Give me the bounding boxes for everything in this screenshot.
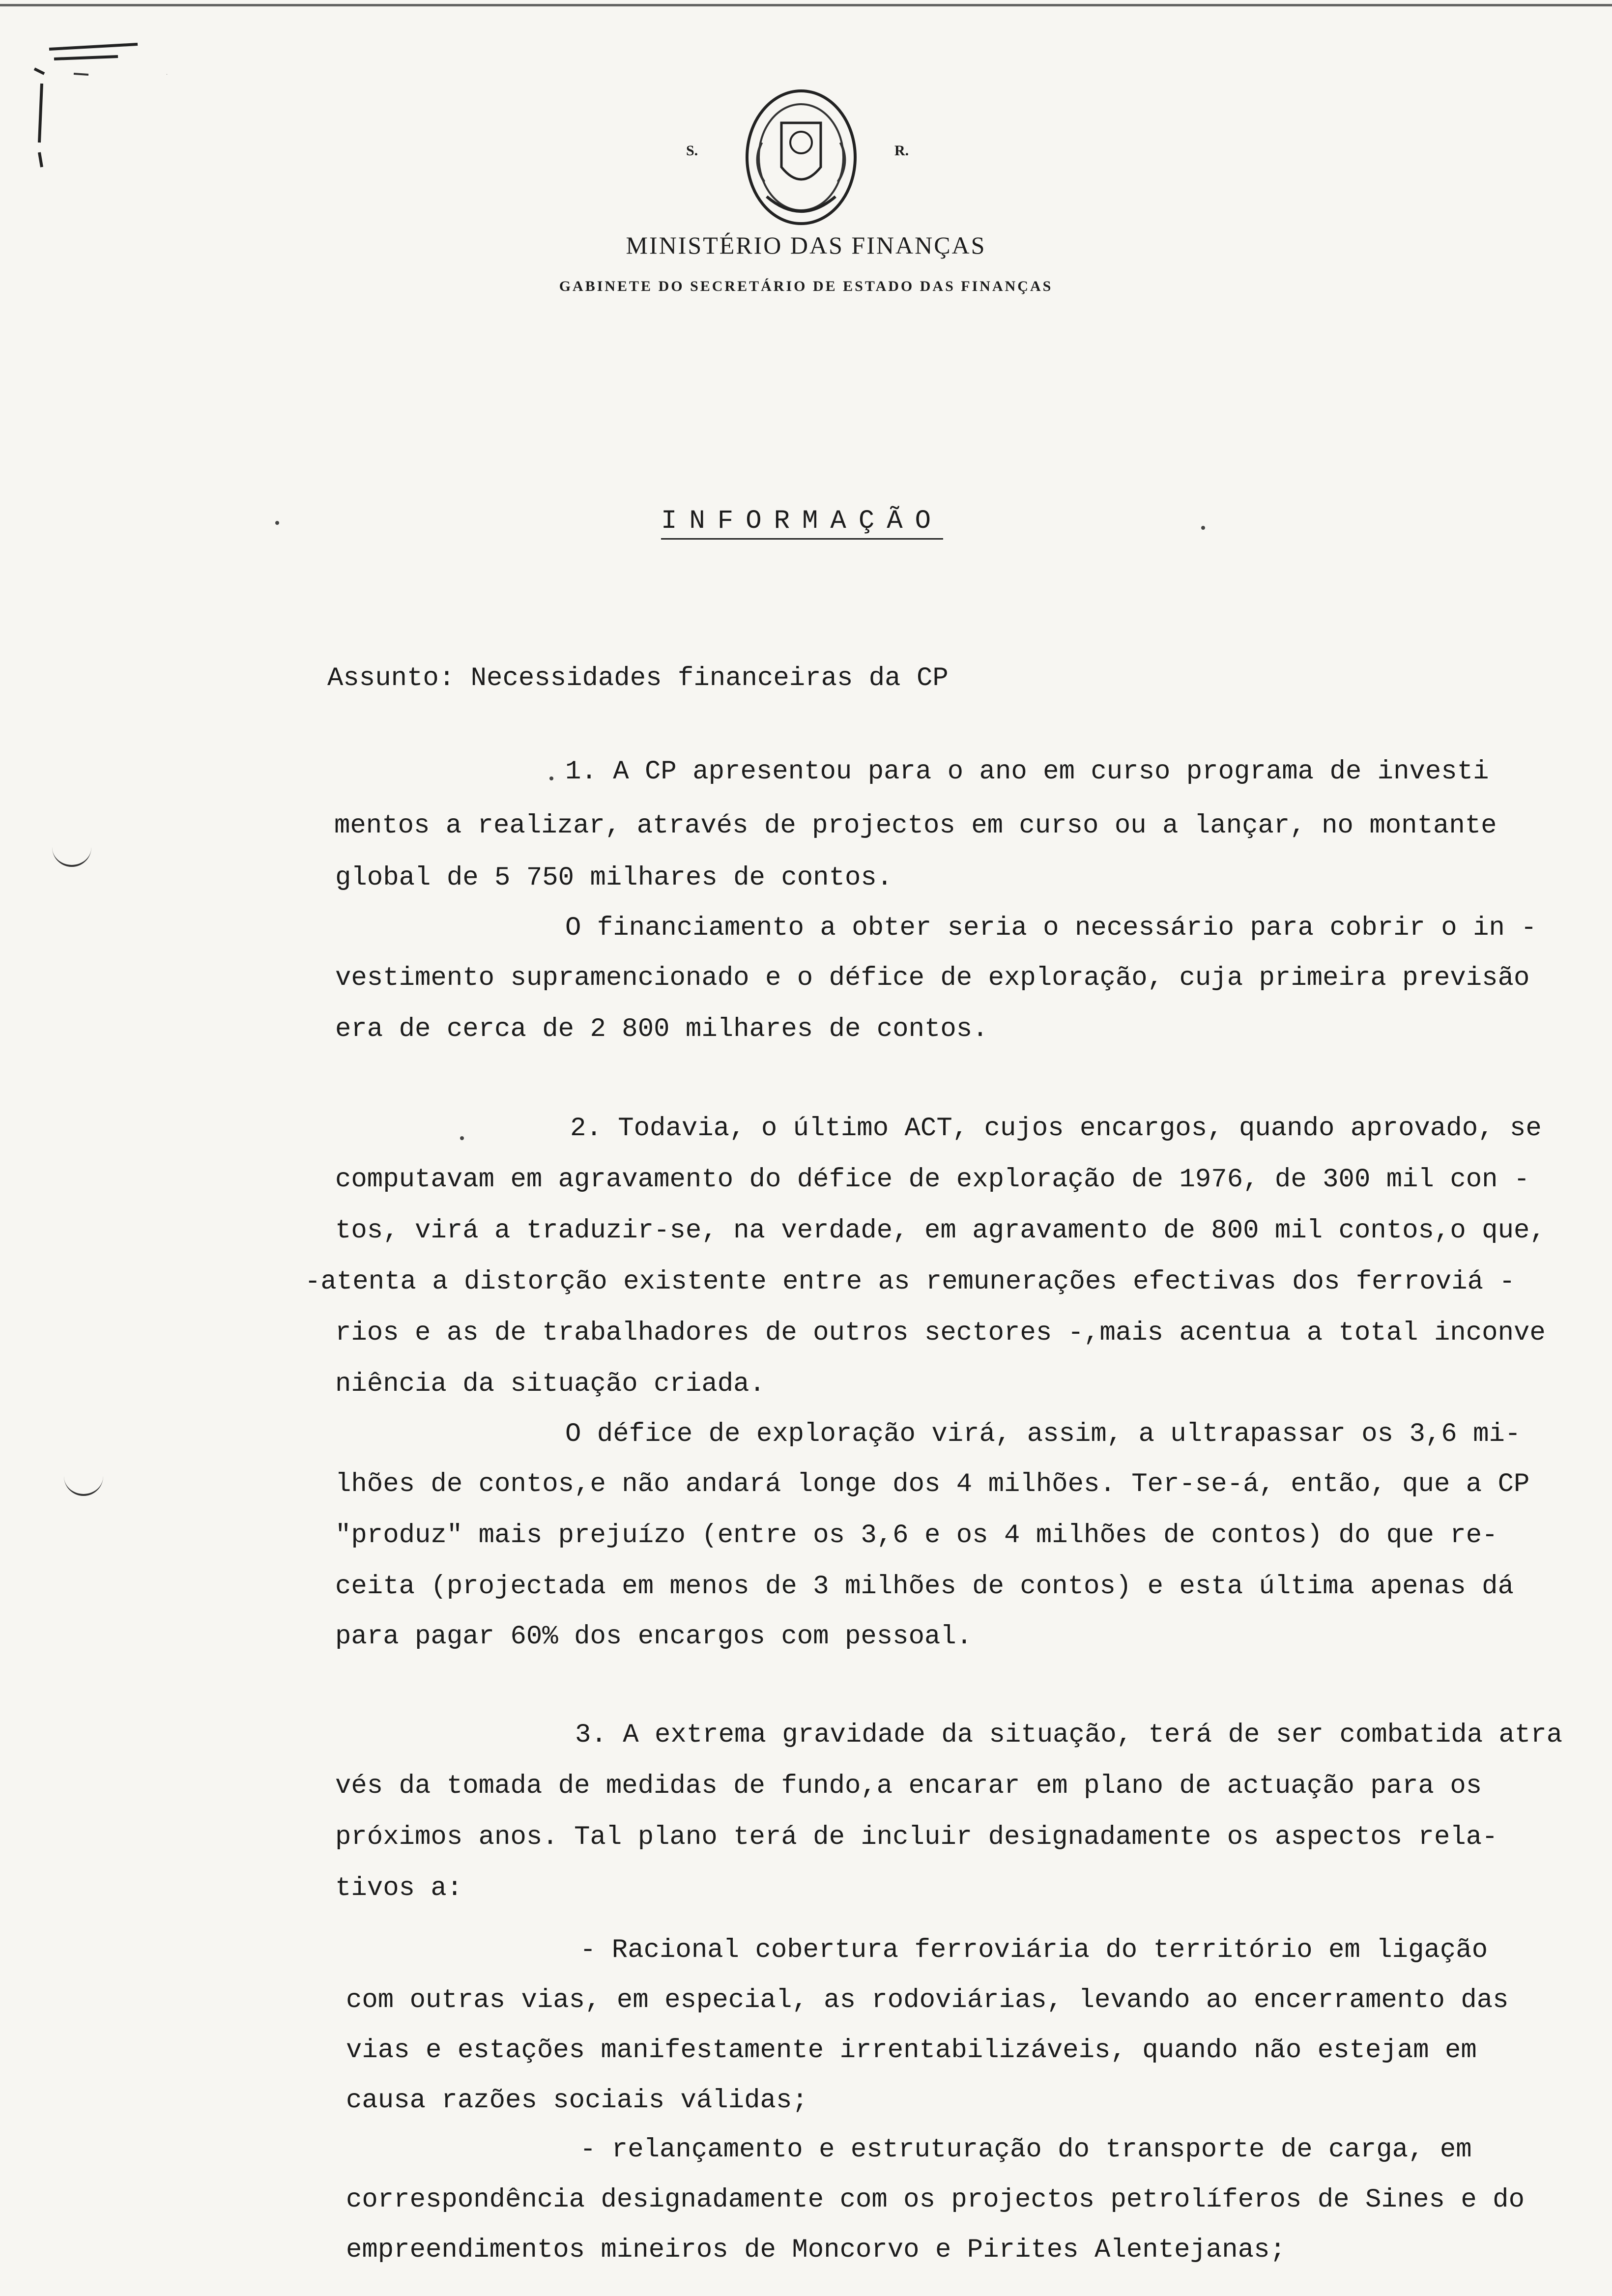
seal-letter-right: R. [894,143,909,159]
margin-mark [52,845,91,867]
text-line: O défice de exploração virá, assim, a ultrapassar os 3,6 mi- [565,1419,1521,1449]
text-line: tivos a: [335,1873,463,1903]
seal-letter-left: S. [686,143,698,159]
text-line: era de cerca de 2 800 milhares de contos. [335,1014,988,1044]
text-line: 3. A extrema gravidade da situação, terá de ser combatida atra [575,1720,1563,1750]
text-line: "produz" mais prejuízo (entre os 3,6 e os 4 milhões de contos) do que re- [335,1521,1498,1550]
text-line: O financiamento a obter seria o necessário para cobrir o in - [565,913,1537,943]
text-line: 1. A CP apresentou para o ano em curso programa de investi [565,757,1489,787]
text-line: vestimento supramencionado e o défice de exploração, cuja primeira previsão [335,963,1530,993]
text-line: - relançamento e estruturação do transporte de carga, em [580,2135,1472,2165]
margin-mark [64,1474,103,1496]
text-line: correspondência designadamente com os projectos petrolíferos de Sines e do [346,2185,1525,2215]
text-line: empreendimentos mineiros de Moncorvo e Pirites Alentejanas; [346,2235,1286,2265]
text-line: global de 5 750 milhares de contos. [335,863,893,893]
cabinet-name: GABINETE DO SECRETÁRIO DE ESTADO DAS FINANÇAS [559,278,1053,294]
text-line: para pagar 60% dos encargos com pessoal. [335,1622,973,1652]
text-line: vias e estações manifestamente irrentabilizáveis, quando não estejam em [346,2036,1477,2066]
ministry-name: MINISTÉRIO DAS FINANÇAS [626,231,986,259]
text-line: 2. Todavia, o último ACT, cujos encargos, quando aprovado, se [570,1114,1542,1144]
text-line: causa razões sociais válidas; [346,2086,808,2116]
coat-of-arms-seal [737,84,865,231]
margin-marks [20,29,167,177]
text-line: rios e as de trabalhadores de outros sectores -,mais acentua a total inconve [335,1318,1546,1348]
text-line: com outras vias, em especial, as rodoviárias, levando ao encerramento das [346,1985,1509,2015]
scan-speck [275,521,279,525]
text-line: -atenta a distorção existente entre as remunerações efectivas dos ferroviá - [305,1267,1515,1297]
text-line: niência da situação criada. [335,1369,765,1399]
scan-speck [1201,526,1205,530]
text-line: próximos anos. Tal plano terá de incluir designadamente os aspectos rela- [335,1822,1498,1852]
text-line: ceita (projectada em menos de 3 milhões de contos) e esta última apenas dá [335,1572,1514,1602]
text-line: vés da tomada de medidas de fundo,a encarar em plano de actuação para os [335,1771,1482,1801]
text-line: - Racional cobertura ferroviária do território em ligação [580,1935,1488,1965]
document-title: INFORMAÇÃO [661,506,943,540]
scan-speck [460,1136,464,1140]
text-line: tos, virá a traduzir-se, na verdade, em agravamento de 800 mil contos,o que, [335,1216,1546,1246]
text-line: lhões de contos,e não andará longe dos 4 milhões. Ter-se-á, então, que a CP [335,1469,1530,1499]
text-line: mentos a realizar, através de projectos em curso ou a lançar, no montante [334,811,1497,841]
scan-speck [549,776,553,780]
subject-line: Assunto: Necessidades financeiras da CP [327,663,949,693]
text-line: computavam em agravamento do défice de exploração de 1976, de 300 mil con - [335,1165,1530,1195]
top-border-line [0,4,1612,6]
